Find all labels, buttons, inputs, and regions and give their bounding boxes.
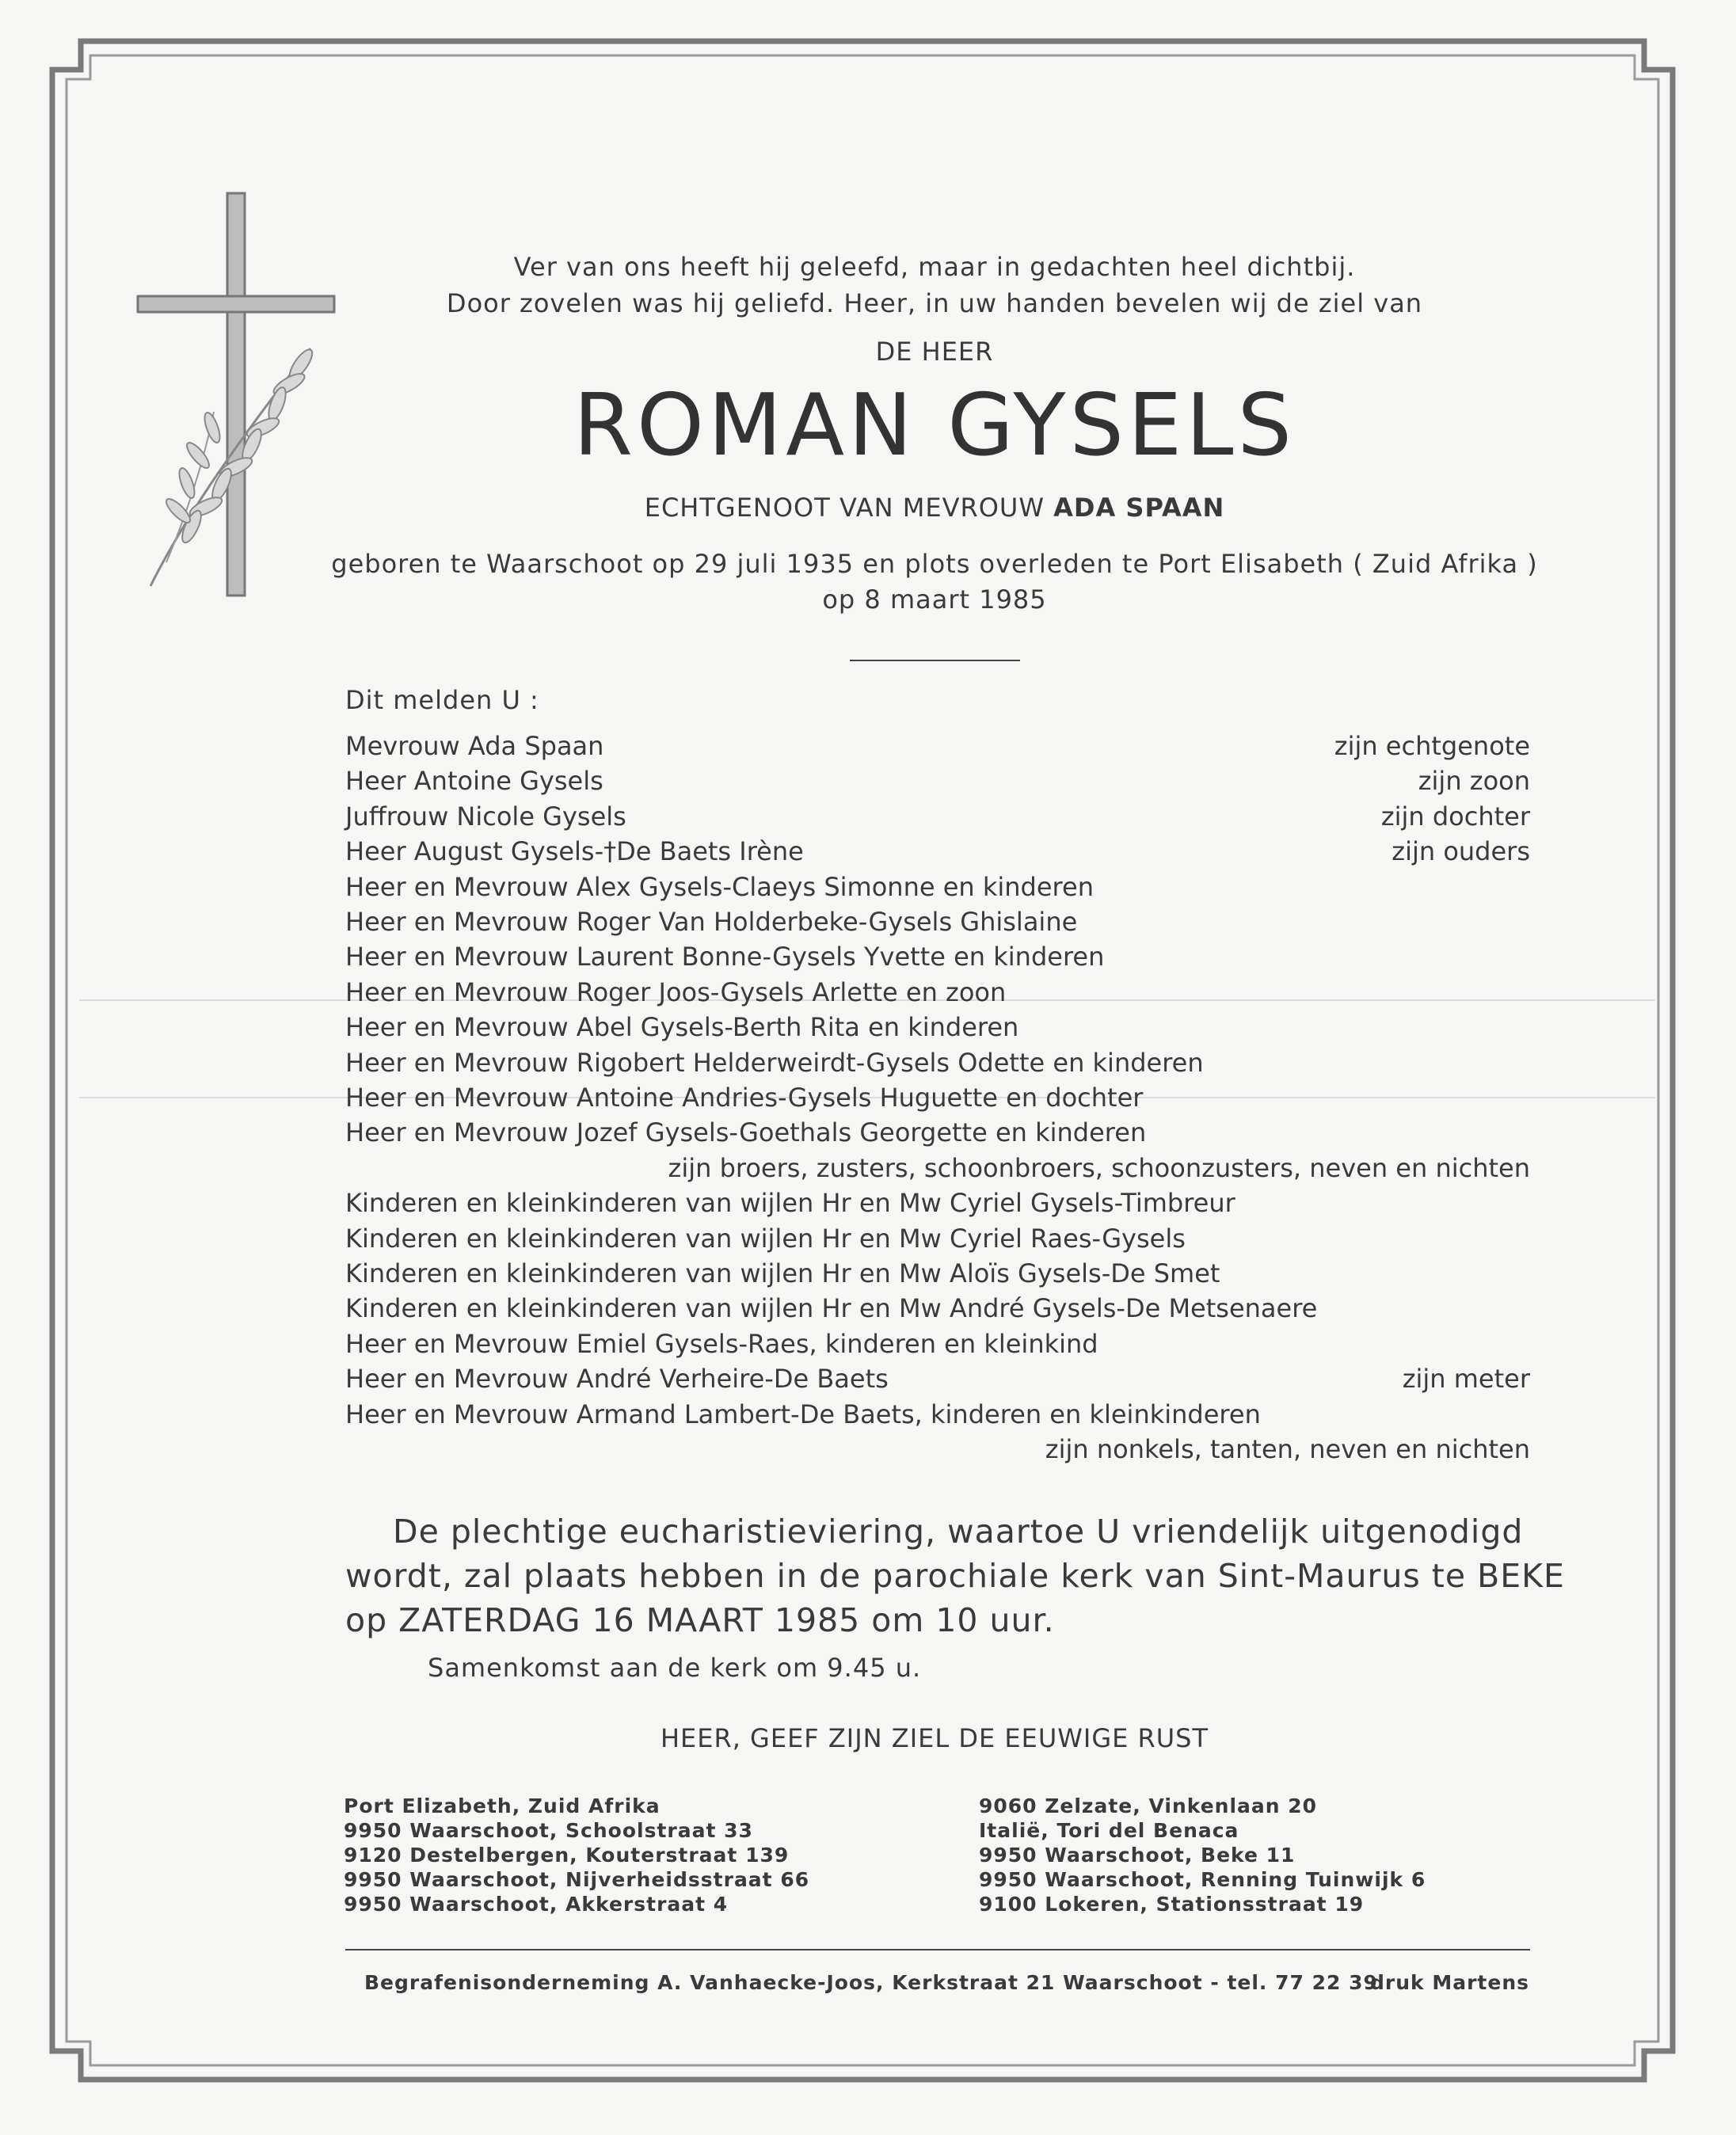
family-row (345, 766, 1530, 801)
family-member: Heer en Mevrouw Emiel Gysels-Raes, kinderen en kleinkind (345, 1328, 1098, 1359)
announce-text: Dit melden U : (345, 685, 539, 715)
family-row (345, 872, 1530, 907)
address-line: 9120 Destelbergen, Kouterstraat 139 (344, 1844, 790, 1867)
family-row (345, 907, 1530, 942)
family-relation: zijn ouders (1391, 836, 1530, 867)
family-relation: zijn dochter (1380, 801, 1530, 832)
family-member: Heer en Mevrouw Roger Joos-Gysels Arlette en zoon (345, 976, 1007, 1007)
family-row (345, 1048, 1530, 1083)
family-row (345, 1364, 1530, 1399)
family-row (345, 1224, 1530, 1258)
family-member: Kinderen en kleinkinderen van wijlen Hr en Mw Aloïs Gysels-De Smet (345, 1258, 1220, 1288)
family-member: Kinderen en kleinkinderen van wijlen Hr en Mw André Gysels-De Metsenaere (345, 1293, 1318, 1324)
spouse-prefix: ECHTGENOOT VAN MEVROUW (644, 493, 1045, 523)
family-member: Heer Antoine Gysels (345, 766, 603, 797)
family-row (345, 1399, 1530, 1434)
header-line-2: Door zovelen was hij geliefd. Heer, in uw handen bevelen wij de ziel van (446, 288, 1423, 318)
ceremony-line-2: wordt, zal plaats hebben in de parochiale kerk van Sint-Maurus te BEKE (345, 1557, 1565, 1595)
family-row (345, 836, 1530, 871)
address-line: 9950 Waarschoot, Akkerstraat 4 (344, 1893, 729, 1916)
family-row (345, 1012, 1530, 1047)
address-line: 9950 Waarschoot, Beke 11 (979, 1844, 1296, 1867)
address-line: 9950 Waarschoot, Nijverheidsstraat 66 (344, 1868, 810, 1891)
address-line: Italië, Tori del Benaca (979, 1819, 1239, 1842)
family-row (345, 801, 1530, 836)
death-line: op 8 maart 1985 (822, 584, 1047, 615)
family-row (345, 1434, 1530, 1469)
family-row (345, 731, 1530, 766)
spouse-name: ADA SPAAN (1053, 493, 1225, 523)
family-member: Heer en Mevrouw Roger Van Holderbeke-Gysels Ghislaine (345, 907, 1078, 937)
family-member: Mevrouw Ada Spaan (345, 731, 604, 761)
family-row (345, 977, 1530, 1012)
family-row (345, 1117, 1530, 1152)
family-member: Heer August Gysels-†De Baets Irène (345, 836, 804, 867)
addresses-left (344, 1794, 809, 1916)
ceremony-line-3: op ZATERDAG 16 MAART 1985 om 10 uur. (345, 1601, 1055, 1639)
address-line: 9100 Lokeren, Stationsstraat 19 (979, 1893, 1365, 1916)
divider-short (850, 660, 1020, 661)
gathering-text: Samenkomst aan de kerk om 9.45 u. (428, 1653, 922, 1683)
family-row (345, 1258, 1530, 1293)
family-row (345, 1293, 1530, 1328)
family-member: Heer en Mevrouw Laurent Bonne-Gysels Yvette en kinderen (345, 942, 1105, 972)
addresses-right (979, 1794, 1426, 1916)
family-relation: zijn zoon (1418, 766, 1530, 797)
address-line: Port Elizabeth, Zuid Afrika (344, 1794, 661, 1817)
family-row (345, 1153, 1530, 1188)
family-member: Heer en Mevrouw Abel Gysels-Berth Rita en kinderen (345, 1012, 1019, 1043)
family-member: Juffrouw Nicole Gysels (345, 801, 626, 832)
family-relation: zijn meter (1402, 1364, 1530, 1395)
title-de-heer: DE HEER (875, 337, 994, 367)
spouse-line (238, 493, 1631, 523)
family-relation: zijn broers, zusters, schoonbroers, schoonzusters, neven en nichten (668, 1152, 1530, 1183)
family-member: Heer en Mevrouw Alex Gysels-Claeys Simonne en kinderen (345, 871, 1094, 902)
ceremony-line-1: De plechtige eucharistieviering, waartoe U vriendelijk uitgenodigd (393, 1513, 1524, 1551)
family-row (345, 1188, 1530, 1223)
family-row (345, 1329, 1530, 1364)
family-member: Heer en Mevrouw Antoine Andries-Gysels Huguette en dochter (345, 1083, 1144, 1113)
family-relation: zijn echtgenote (1334, 731, 1530, 761)
address-line: 9950 Waarschoot, Renning Tuinwijk 6 (979, 1868, 1426, 1891)
prayer-text: HEER, GEEF ZIJN ZIEL DE EEUWIGE RUST (660, 1723, 1209, 1753)
family-row (345, 942, 1530, 976)
birth-line: geboren te Waarschoot op 29 juli 1935 en plots overleden te Port Elisabeth ( Zuid Afrika ) (331, 549, 1538, 579)
footer-divider (345, 1949, 1530, 1950)
family-member: Heer en Mevrouw Jozef Gysels-Goethals Georgette en kinderen (345, 1117, 1147, 1148)
family-member: Heer en Mevrouw Rigobert Helderweirdt-Gysels Odette en kinderen (345, 1047, 1204, 1078)
undertaker-text: Begrafenisonderneming A. Vanhaecke-Joos, Kerkstraat 21 Waarschoot - tel. 77 22 39 (364, 1971, 1378, 1994)
family-relation: zijn nonkels, tanten, neven en nichten (1045, 1434, 1530, 1464)
deceased-name: ROMAN GYSELS (573, 376, 1296, 475)
family-member: Heer en Mevrouw André Verheire-De Baets (345, 1364, 889, 1395)
family-member: Heer en Mevrouw Armand Lambert-De Baets, kinderen en kleinkinderen (345, 1399, 1261, 1429)
family-row (345, 1083, 1530, 1117)
family-member: Kinderen en kleinkinderen van wijlen Hr en Mw Cyriel Gysels-Timbreur (345, 1188, 1235, 1219)
printer-text: druk Martens (1370, 1971, 1530, 1994)
address-line: 9950 Waarschoot, Schoolstraat 33 (344, 1819, 753, 1842)
family-member: Kinderen en kleinkinderen van wijlen Hr en Mw Cyriel Raes-Gysels (345, 1223, 1186, 1254)
address-line: 9060 Zelzate, Vinkenlaan 20 (979, 1794, 1318, 1817)
header-line-1: Ver van ons heeft hij geleefd, maar in gedachten heel dichtbij. (513, 252, 1356, 282)
